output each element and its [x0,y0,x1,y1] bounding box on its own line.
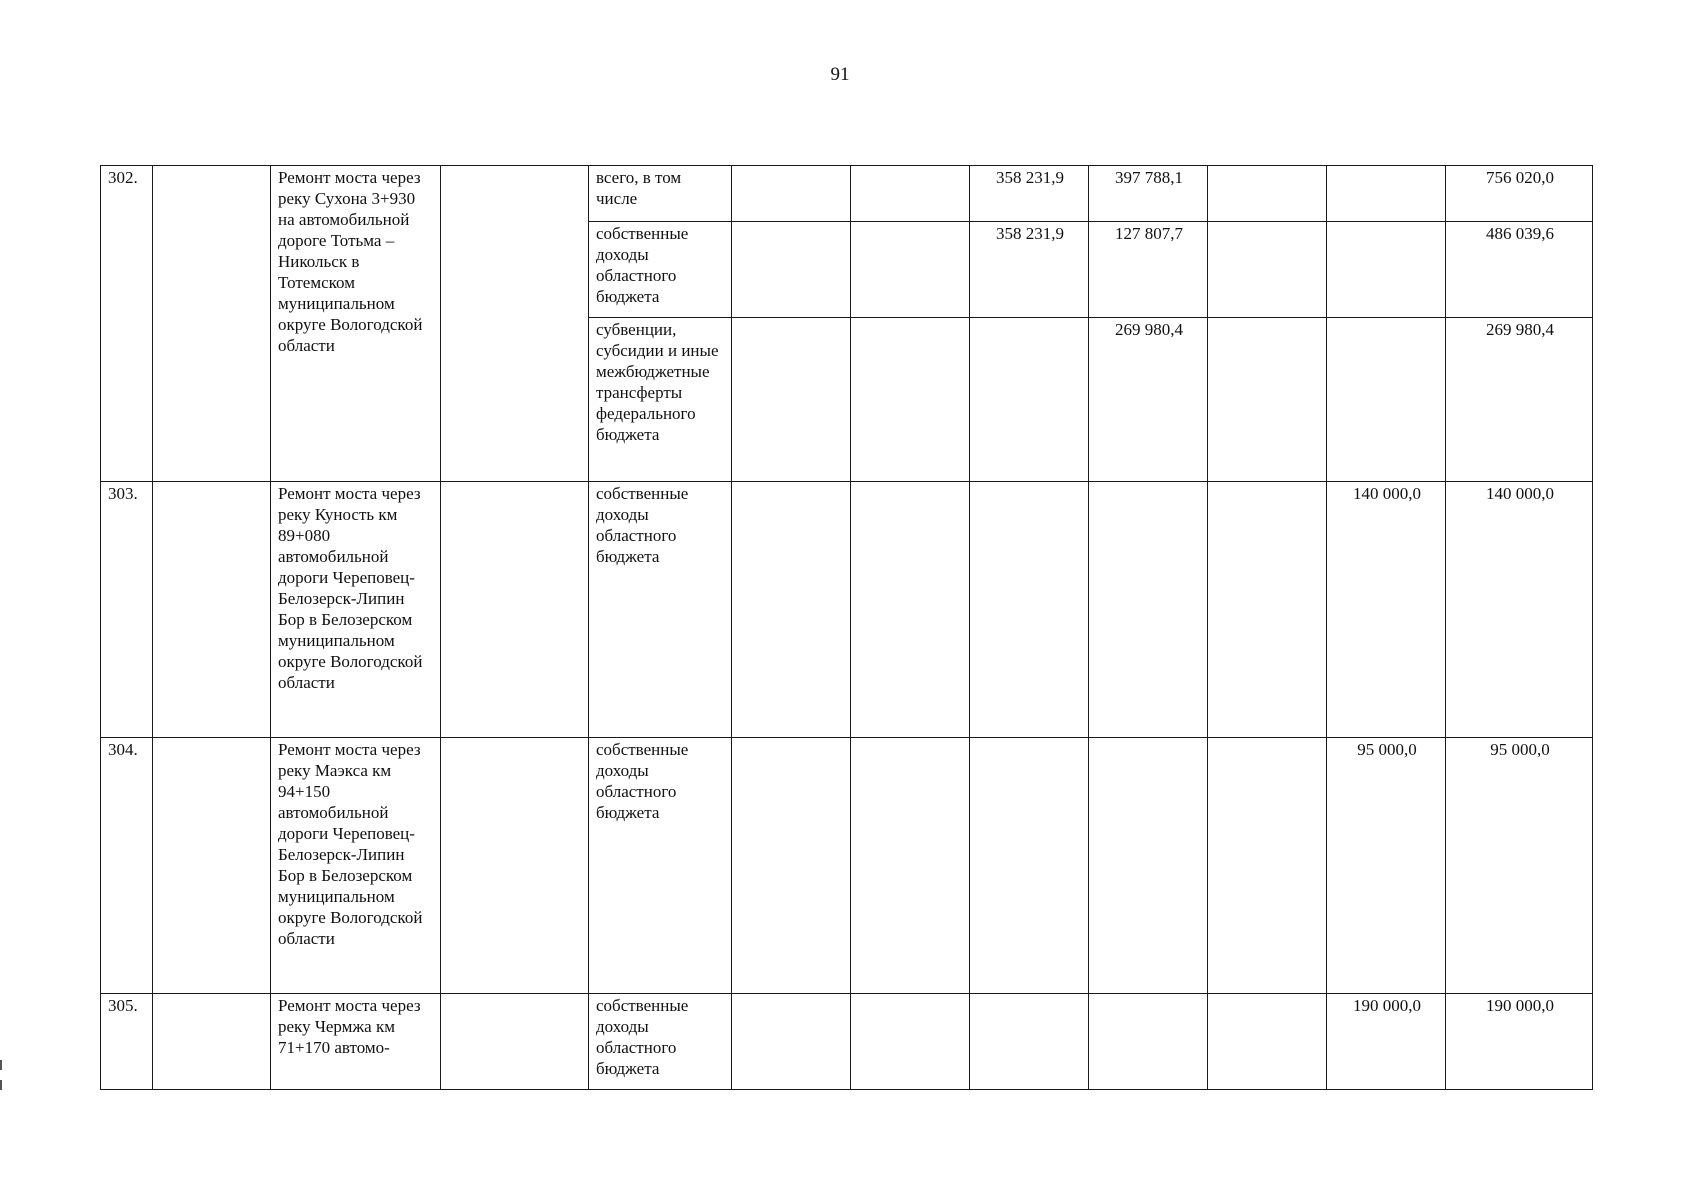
value-cell [1208,318,1327,482]
value-cell [1327,318,1446,482]
empty-cell [441,166,589,482]
table-row [101,738,1593,994]
object-name: Ремонт моста через реку Куность км 89+080 автомобильной дороги Череповец-Белозерск-Липин Бор в Белозерском муниципальном округе Вологодской области [271,482,441,738]
value-cell [1089,994,1208,1090]
value-cell: 358 231,9 [970,166,1089,222]
table-row [101,166,1593,222]
value-cell [970,482,1089,738]
funding-source: собственные доходы областного бюджета [589,222,732,318]
empty-cell [153,166,271,482]
value-cell [851,482,970,738]
object-name: Ремонт моста через реку Чермжа км 71+170 автомо- [271,994,441,1090]
value-cell: 397 788,1 [1089,166,1208,222]
value-cell [732,222,851,318]
funding-source: субвенции, субсидии и иные межбюджетные трансферты федерального бюджета [589,318,732,482]
empty-cell [153,482,271,738]
value-cell [732,994,851,1090]
empty-cell [153,738,271,994]
total-cell: 140 000,0 [1446,482,1593,738]
total-cell: 486 039,6 [1446,222,1593,318]
value-cell: 358 231,9 [970,222,1089,318]
page-number: 91 [830,64,850,85]
empty-cell [441,738,589,994]
scan-edge-mark [0,1080,2,1090]
total-cell: 95 000,0 [1446,738,1593,994]
total-cell: 756 020,0 [1446,166,1593,222]
value-cell [851,738,970,994]
value-cell [970,994,1089,1090]
value-cell: 140 000,0 [1327,482,1446,738]
total-cell: 269 980,4 [1446,318,1593,482]
total-cell: 190 000,0 [1446,994,1593,1090]
value-cell [1208,166,1327,222]
empty-cell [153,994,271,1090]
value-cell [1208,222,1327,318]
object-name: Ремонт моста через реку Маэкса км 94+150 автомобильной дороги Череповец-Белозерск-Липин Бор в Белозерском муниципальном округе Вологодской области [271,738,441,994]
value-cell: 127 807,7 [1089,222,1208,318]
value-cell [1089,738,1208,994]
value-cell: 95 000,0 [1327,738,1446,994]
funding-source: собственные доходы областного бюджета [589,482,732,738]
value-cell [970,738,1089,994]
scan-edge-mark [0,1060,2,1070]
table-row [101,994,1593,1090]
value-cell [1208,482,1327,738]
empty-cell [441,482,589,738]
empty-cell [441,994,589,1090]
value-cell: 190 000,0 [1327,994,1446,1090]
row-number: 302. [101,166,153,482]
value-cell [1327,166,1446,222]
value-cell [851,166,970,222]
value-cell: 269 980,4 [1089,318,1208,482]
value-cell [732,166,851,222]
value-cell [851,222,970,318]
object-name: Ремонт моста через реку Сухона 3+930 на автомобильной дороге Тотьма – Никольск в Тотемском муниципальном округе Вологодской области [271,166,441,482]
value-cell [1208,738,1327,994]
value-cell [1208,994,1327,1090]
value-cell [1327,222,1446,318]
value-cell [970,318,1089,482]
funding-source: собственные доходы областного бюджета [589,994,732,1090]
funding-source: всего, в том числе [589,166,732,222]
value-cell [851,318,970,482]
value-cell [732,482,851,738]
value-cell [1089,482,1208,738]
table-row [101,482,1593,738]
row-number: 303. [101,482,153,738]
value-cell [732,318,851,482]
row-number: 305. [101,994,153,1090]
value-cell [851,994,970,1090]
budget-table [100,165,1593,1090]
row-number: 304. [101,738,153,994]
value-cell [732,738,851,994]
funding-source: собственные доходы областного бюджета [589,738,732,994]
